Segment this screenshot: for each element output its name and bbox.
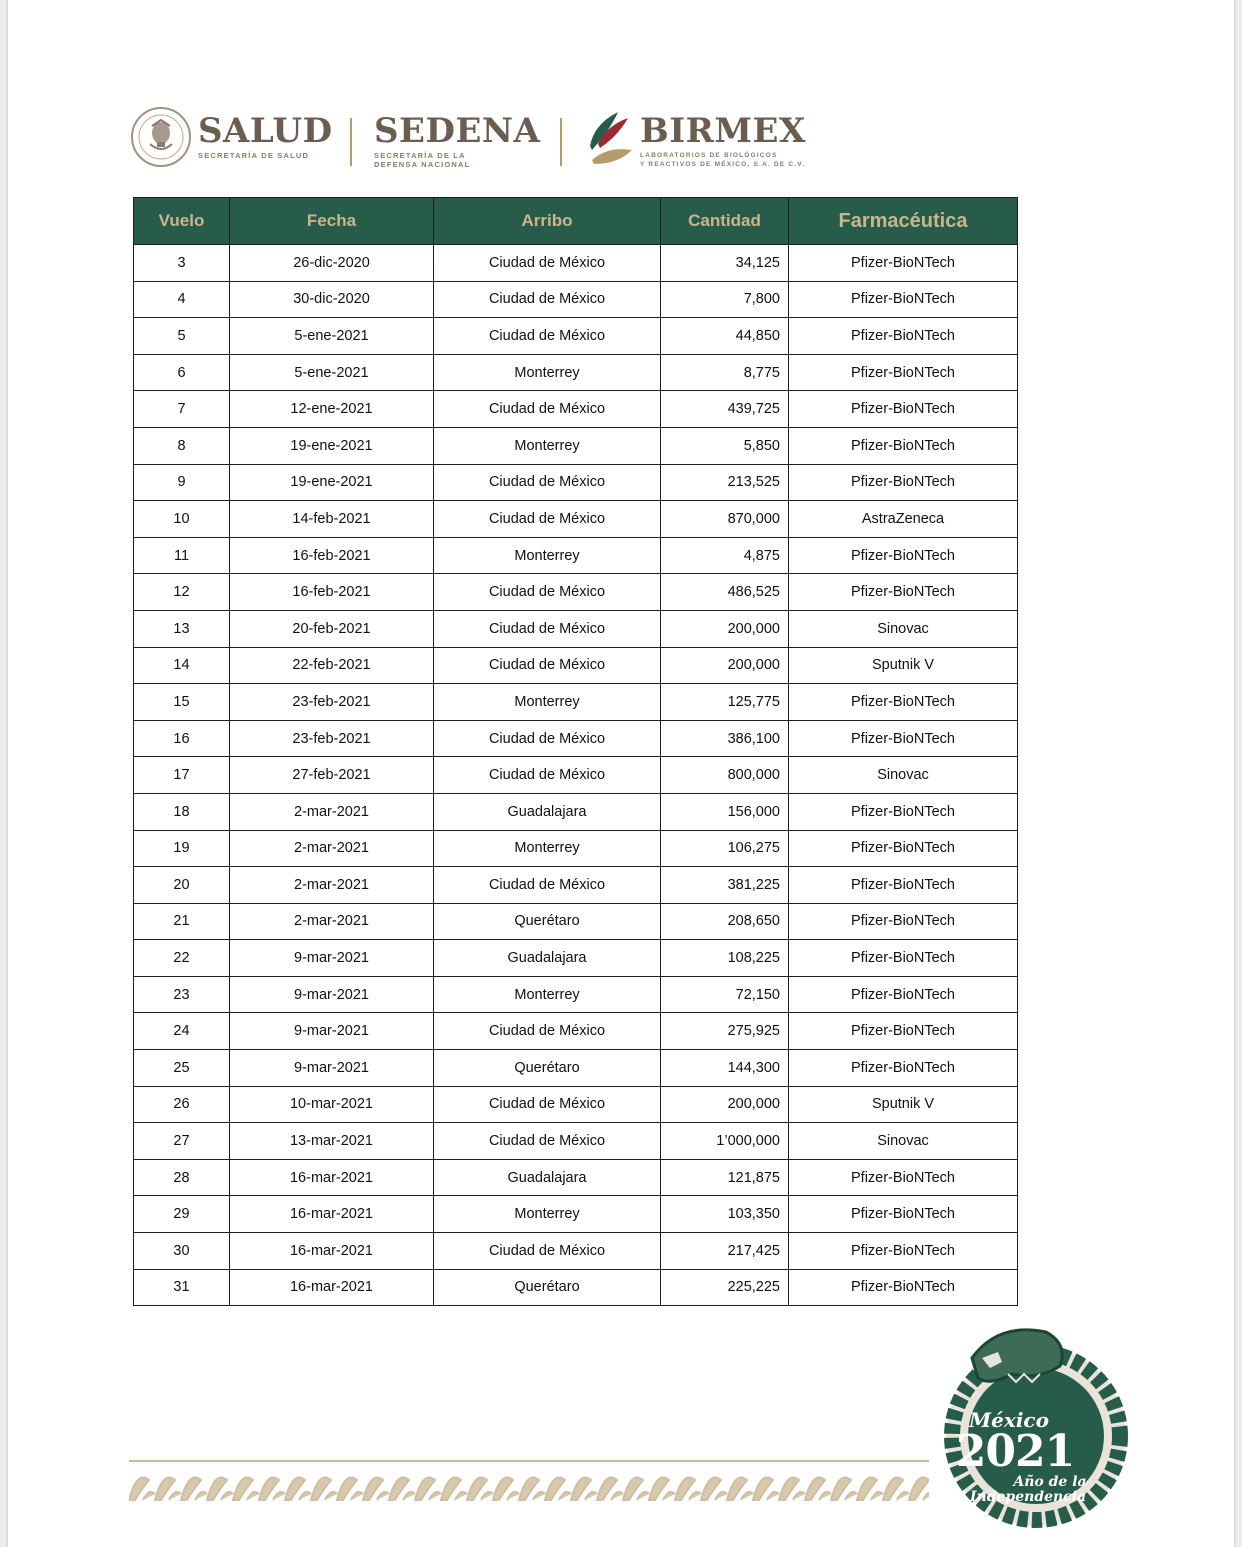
salud-logo xyxy=(198,111,333,160)
table-row xyxy=(134,684,1018,721)
cell-cantidad: 486,525 xyxy=(661,574,789,611)
sedena-logo xyxy=(374,111,541,169)
cell-arribo: Ciudad de México xyxy=(434,647,661,684)
cell-arribo: Guadalajara xyxy=(434,793,661,830)
cell-arribo: Ciudad de México xyxy=(434,610,661,647)
decorative-pattern-band-icon xyxy=(129,1460,929,1504)
cell-cantidad: 381,225 xyxy=(661,867,789,904)
cell-vuelo: 17 xyxy=(134,757,230,794)
cell-arribo: Ciudad de México xyxy=(434,1123,661,1160)
cell-vuelo: 20 xyxy=(134,867,230,904)
birmex-leaf-logo-icon xyxy=(584,106,638,168)
cell-cantidad: 106,275 xyxy=(661,830,789,867)
table-row xyxy=(134,1196,1018,1233)
cell-farmaceutica: Pfizer-BioNTech xyxy=(789,1269,1018,1306)
cell-fecha: 16-mar-2021 xyxy=(230,1233,434,1270)
cell-farmaceutica: Pfizer-BioNTech xyxy=(789,464,1018,501)
cell-farmaceutica: Pfizer-BioNTech xyxy=(789,245,1018,282)
table-row xyxy=(134,1086,1018,1123)
cell-fecha: 9-mar-2021 xyxy=(230,1050,434,1087)
cell-farmaceutica: Pfizer-BioNTech xyxy=(789,976,1018,1013)
cell-farmaceutica: Sinovac xyxy=(789,757,1018,794)
cell-fecha: 12-ene-2021 xyxy=(230,391,434,428)
cell-arribo: Monterrey xyxy=(434,537,661,574)
cell-farmaceutica: Pfizer-BioNTech xyxy=(789,1050,1018,1087)
birmex-subtitle-2: Y REACTIVOS DE MÉXICO, S.A. DE C.V. xyxy=(640,161,806,168)
table-row xyxy=(134,793,1018,830)
cell-vuelo: 22 xyxy=(134,940,230,977)
cell-arribo: Monterrey xyxy=(434,427,661,464)
sedena-subtitle-2: DEFENSA NACIONAL xyxy=(374,160,471,169)
cell-farmaceutica: Pfizer-BioNTech xyxy=(789,1013,1018,1050)
cell-arribo: Ciudad de México xyxy=(434,1233,661,1270)
cell-cantidad: 108,225 xyxy=(661,940,789,977)
cell-farmaceutica: Pfizer-BioNTech xyxy=(789,720,1018,757)
cell-fecha: 2-mar-2021 xyxy=(230,793,434,830)
cell-vuelo: 6 xyxy=(134,354,230,391)
cell-vuelo: 29 xyxy=(134,1196,230,1233)
cell-vuelo: 26 xyxy=(134,1086,230,1123)
cell-arribo: Ciudad de México xyxy=(434,574,661,611)
cell-arribo: Monterrey xyxy=(434,830,661,867)
cell-farmaceutica: Pfizer-BioNTech xyxy=(789,574,1018,611)
cell-vuelo: 18 xyxy=(134,793,230,830)
birmex-name: BIRMEX xyxy=(640,111,806,151)
cell-fecha: 9-mar-2021 xyxy=(230,1013,434,1050)
cell-arribo: Monterrey xyxy=(434,1196,661,1233)
cell-fecha: 2-mar-2021 xyxy=(230,903,434,940)
cell-cantidad: 217,425 xyxy=(661,1233,789,1270)
cell-farmaceutica: AstraZeneca xyxy=(789,501,1018,538)
cell-farmaceutica: Pfizer-BioNTech xyxy=(789,830,1018,867)
cell-farmaceutica: Pfizer-BioNTech xyxy=(789,1196,1018,1233)
birmex-logo xyxy=(640,111,806,169)
cell-vuelo: 21 xyxy=(134,903,230,940)
cell-farmaceutica: Pfizer-BioNTech xyxy=(789,281,1018,318)
cell-vuelo: 19 xyxy=(134,830,230,867)
table-row xyxy=(134,354,1018,391)
cell-fecha: 26-dic-2020 xyxy=(230,245,434,282)
logo-divider xyxy=(560,118,562,166)
cell-cantidad: 213,525 xyxy=(661,464,789,501)
cell-vuelo: 23 xyxy=(134,976,230,1013)
cell-farmaceutica: Sputnik V xyxy=(789,1086,1018,1123)
cell-vuelo: 11 xyxy=(134,537,230,574)
cell-vuelo: 16 xyxy=(134,720,230,757)
cell-fecha: 2-mar-2021 xyxy=(230,830,434,867)
cell-fecha: 30-dic-2020 xyxy=(230,281,434,318)
cell-vuelo: 28 xyxy=(134,1159,230,1196)
cell-arribo: Ciudad de México xyxy=(434,1086,661,1123)
birmex-subtitle-1: LABORATORIOS DE BIOLÓGICOS xyxy=(640,152,778,159)
cell-cantidad: 800,000 xyxy=(661,757,789,794)
cell-farmaceutica: Sinovac xyxy=(789,610,1018,647)
cell-arribo: Ciudad de México xyxy=(434,1013,661,1050)
cell-vuelo: 5 xyxy=(134,318,230,355)
cell-vuelo: 10 xyxy=(134,501,230,538)
table-row xyxy=(134,1159,1018,1196)
cell-fecha: 13-mar-2021 xyxy=(230,1123,434,1160)
cell-cantidad: 870,000 xyxy=(661,501,789,538)
salud-name: SALUD xyxy=(198,111,333,151)
cell-vuelo: 14 xyxy=(134,647,230,684)
table-row xyxy=(134,427,1018,464)
cell-fecha: 16-feb-2021 xyxy=(230,537,434,574)
table-row xyxy=(134,1013,1018,1050)
cell-arribo: Ciudad de México xyxy=(434,720,661,757)
table-row xyxy=(134,574,1018,611)
cell-fecha: 16-feb-2021 xyxy=(230,574,434,611)
table-row xyxy=(134,1050,1018,1087)
cell-fecha: 2-mar-2021 xyxy=(230,867,434,904)
cell-vuelo: 24 xyxy=(134,1013,230,1050)
cell-vuelo: 15 xyxy=(134,684,230,721)
table-row xyxy=(134,647,1018,684)
header-arribo: Arribo xyxy=(434,198,661,245)
cell-farmaceutica: Pfizer-BioNTech xyxy=(789,940,1018,977)
cell-vuelo: 7 xyxy=(134,391,230,428)
header-fecha: Fecha xyxy=(230,198,434,245)
cell-farmaceutica: Sputnik V xyxy=(789,647,1018,684)
cell-farmaceutica: Pfizer-BioNTech xyxy=(789,537,1018,574)
header-farmaceutica: Farmacéutica xyxy=(789,198,1018,245)
cell-arribo: Ciudad de México xyxy=(434,245,661,282)
cell-fecha: 5-ene-2021 xyxy=(230,318,434,355)
cell-arribo: Ciudad de México xyxy=(434,318,661,355)
table-row xyxy=(134,610,1018,647)
table-row xyxy=(134,391,1018,428)
header-cantidad: Cantidad xyxy=(661,198,789,245)
cell-cantidad: 275,925 xyxy=(661,1013,789,1050)
table-body xyxy=(134,245,1018,1306)
cell-arribo: Ciudad de México xyxy=(434,281,661,318)
cell-arribo: Monterrey xyxy=(434,684,661,721)
cell-arribo: Monterrey xyxy=(434,354,661,391)
cell-arribo: Querétaro xyxy=(434,1050,661,1087)
emblem-line1: Año de la xyxy=(1013,1474,1087,1490)
table-row xyxy=(134,830,1018,867)
cell-cantidad: 72,150 xyxy=(661,976,789,1013)
cell-cantidad: 34,125 xyxy=(661,245,789,282)
table-row xyxy=(134,1123,1018,1160)
table-row xyxy=(134,464,1018,501)
cell-fecha: 16-mar-2021 xyxy=(230,1159,434,1196)
salud-subtitle: SECRETARÍA DE SALUD xyxy=(198,151,310,160)
cell-cantidad: 200,000 xyxy=(661,610,789,647)
cell-farmaceutica: Pfizer-BioNTech xyxy=(789,354,1018,391)
table-row xyxy=(134,720,1018,757)
cell-fecha: 9-mar-2021 xyxy=(230,976,434,1013)
table-row xyxy=(134,940,1018,977)
table-row xyxy=(134,501,1018,538)
cell-fecha: 10-mar-2021 xyxy=(230,1086,434,1123)
cell-vuelo: 31 xyxy=(134,1269,230,1306)
cell-arribo: Ciudad de México xyxy=(434,464,661,501)
cell-cantidad: 144,300 xyxy=(661,1050,789,1087)
cell-farmaceutica: Pfizer-BioNTech xyxy=(789,867,1018,904)
cell-fecha: 19-ene-2021 xyxy=(230,427,434,464)
cell-cantidad: 200,000 xyxy=(661,647,789,684)
emblem-line2: Independencia xyxy=(970,1489,1087,1505)
cell-arribo: Ciudad de México xyxy=(434,501,661,538)
table-row xyxy=(134,245,1018,282)
cell-fecha: 20-feb-2021 xyxy=(230,610,434,647)
header-logos xyxy=(130,104,830,174)
cell-cantidad: 103,350 xyxy=(661,1196,789,1233)
cell-fecha: 5-ene-2021 xyxy=(230,354,434,391)
sedena-subtitle-1: SECRETARÍA DE LA xyxy=(374,151,466,160)
cell-cantidad: 121,875 xyxy=(661,1159,789,1196)
cell-cantidad: 4,875 xyxy=(661,537,789,574)
table-row xyxy=(134,903,1018,940)
cell-arribo: Ciudad de México xyxy=(434,867,661,904)
cell-fecha: 14-feb-2021 xyxy=(230,501,434,538)
mexican-coat-of-arms-seal-icon xyxy=(130,106,192,168)
cell-vuelo: 3 xyxy=(134,245,230,282)
cell-vuelo: 30 xyxy=(134,1233,230,1270)
cell-arribo: Monterrey xyxy=(434,976,661,1013)
cell-vuelo: 9 xyxy=(134,464,230,501)
cell-cantidad: 156,000 xyxy=(661,793,789,830)
table-row xyxy=(134,537,1018,574)
emblem-year: 2021 xyxy=(955,1426,1075,1477)
cell-fecha: 16-mar-2021 xyxy=(230,1196,434,1233)
cell-fecha: 19-ene-2021 xyxy=(230,464,434,501)
cell-fecha: 27-feb-2021 xyxy=(230,757,434,794)
document-page xyxy=(8,0,1234,1547)
cell-arribo: Guadalajara xyxy=(434,1159,661,1196)
cell-cantidad: 5,850 xyxy=(661,427,789,464)
cell-cantidad: 7,800 xyxy=(661,281,789,318)
table-row xyxy=(134,976,1018,1013)
cell-farmaceutica: Pfizer-BioNTech xyxy=(789,391,1018,428)
cell-farmaceutica: Pfizer-BioNTech xyxy=(789,903,1018,940)
cell-cantidad: 8,775 xyxy=(661,354,789,391)
flights-table xyxy=(133,197,1018,1306)
cell-cantidad: 208,650 xyxy=(661,903,789,940)
cell-arribo: Guadalajara xyxy=(434,940,661,977)
cell-cantidad: 200,000 xyxy=(661,1086,789,1123)
cell-farmaceutica: Pfizer-BioNTech xyxy=(789,684,1018,721)
cell-arribo: Querétaro xyxy=(434,903,661,940)
cell-farmaceutica: Pfizer-BioNTech xyxy=(789,1159,1018,1196)
cell-cantidad: 1’000,000 xyxy=(661,1123,789,1160)
table-row xyxy=(134,281,1018,318)
cell-vuelo: 13 xyxy=(134,610,230,647)
emblem-mexico: México xyxy=(969,1408,1049,1432)
cell-cantidad: 225,225 xyxy=(661,1269,789,1306)
table-row xyxy=(134,757,1018,794)
cell-fecha: 23-feb-2021 xyxy=(230,720,434,757)
cell-vuelo: 12 xyxy=(134,574,230,611)
table-header-row xyxy=(134,198,1018,245)
cell-arribo: Ciudad de México xyxy=(434,391,661,428)
logo-divider xyxy=(350,118,352,166)
cell-farmaceutica: Pfizer-BioNTech xyxy=(789,1233,1018,1270)
table-row xyxy=(134,1233,1018,1270)
cell-vuelo: 8 xyxy=(134,427,230,464)
cell-farmaceutica: Sinovac xyxy=(789,1123,1018,1160)
cell-arribo: Querétaro xyxy=(434,1269,661,1306)
cell-farmaceutica: Pfizer-BioNTech xyxy=(789,793,1018,830)
cell-fecha: 23-feb-2021 xyxy=(230,684,434,721)
cell-vuelo: 27 xyxy=(134,1123,230,1160)
sedena-name: SEDENA xyxy=(374,111,541,151)
cell-cantidad: 386,100 xyxy=(661,720,789,757)
cell-vuelo: 25 xyxy=(134,1050,230,1087)
cell-vuelo: 4 xyxy=(134,281,230,318)
table-row xyxy=(134,1269,1018,1306)
cell-cantidad: 125,775 xyxy=(661,684,789,721)
cell-fecha: 22-feb-2021 xyxy=(230,647,434,684)
cell-fecha: 16-mar-2021 xyxy=(230,1269,434,1306)
cell-farmaceutica: Pfizer-BioNTech xyxy=(789,427,1018,464)
table-row xyxy=(134,318,1018,355)
cell-cantidad: 439,725 xyxy=(661,391,789,428)
header-vuelo: Vuelo xyxy=(134,198,230,245)
cell-arribo: Ciudad de México xyxy=(434,757,661,794)
cell-farmaceutica: Pfizer-BioNTech xyxy=(789,318,1018,355)
cell-fecha: 9-mar-2021 xyxy=(230,940,434,977)
table-row xyxy=(134,867,1018,904)
cell-cantidad: 44,850 xyxy=(661,318,789,355)
